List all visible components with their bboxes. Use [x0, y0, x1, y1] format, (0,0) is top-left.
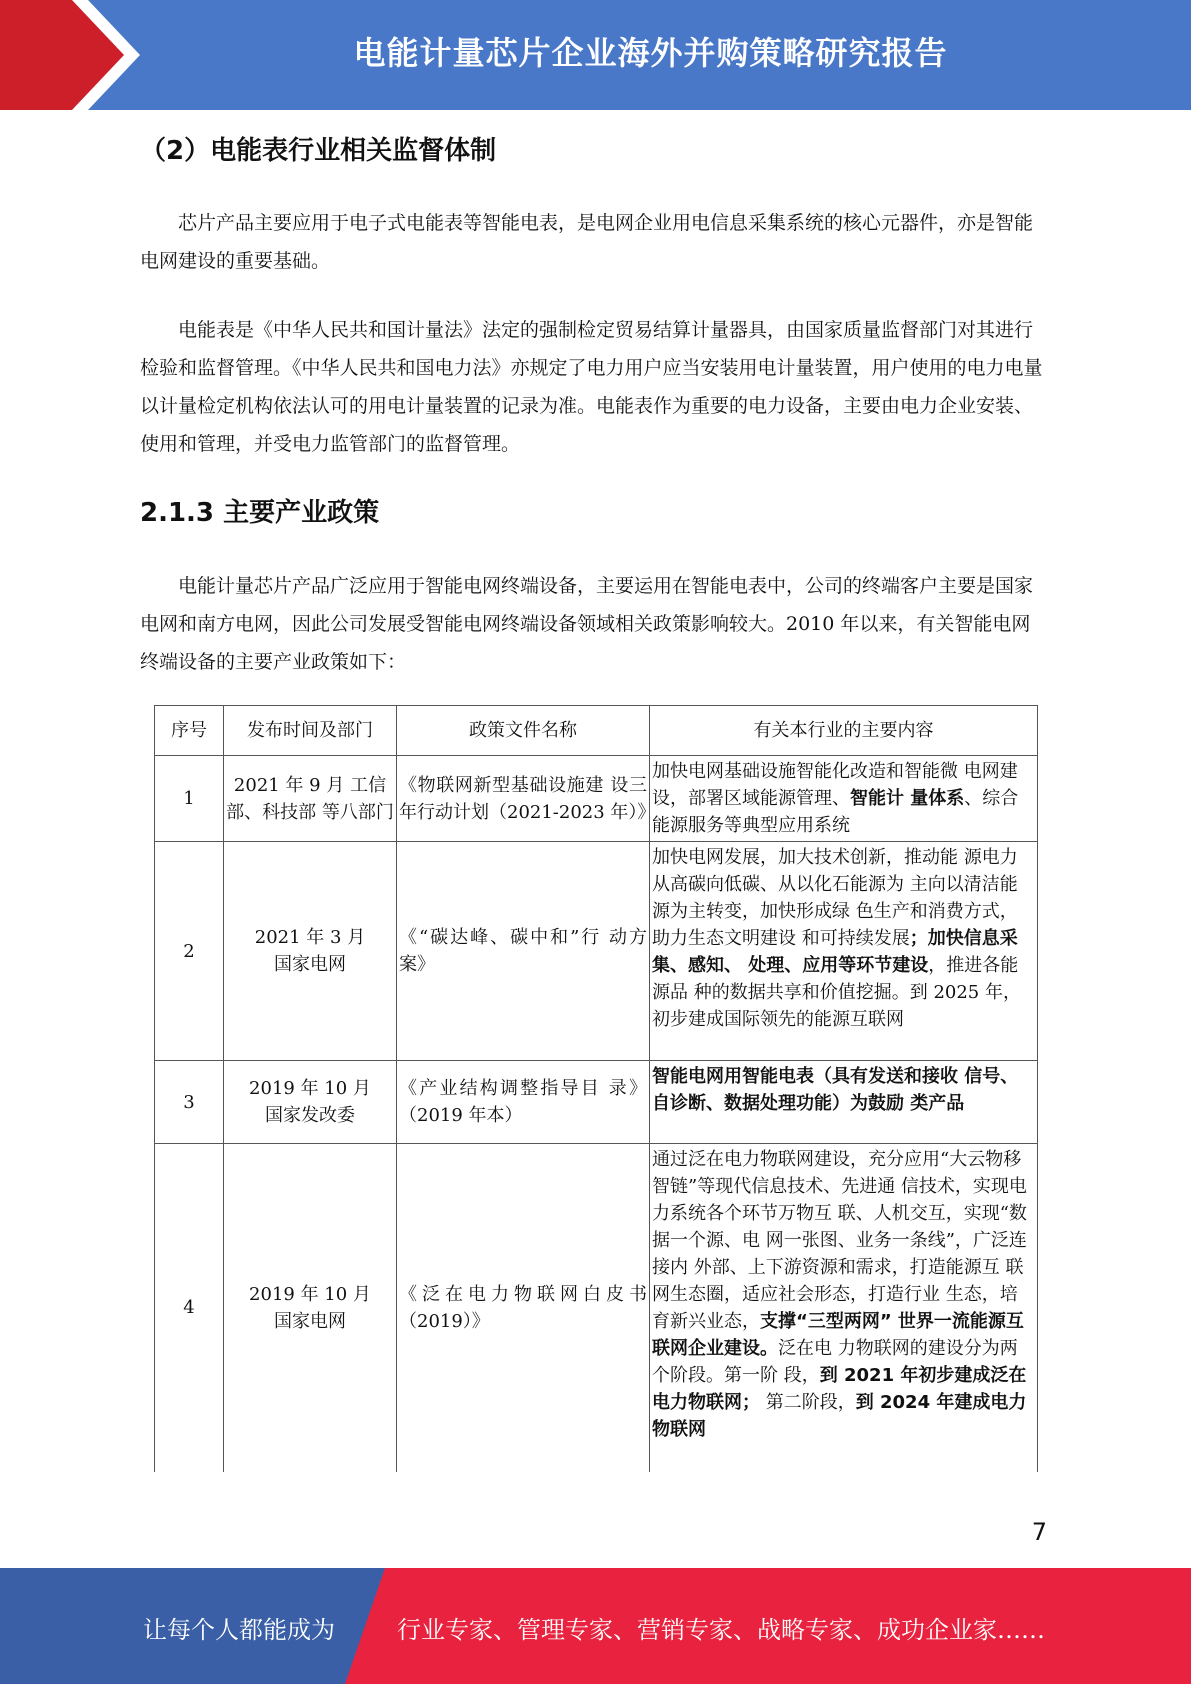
content-bold: 智能电网用智能电表（具有发送和接收 信号、自诊断、数据处理功能）为鼓励 类产品 [652, 1066, 1019, 1114]
row-date: 2019 年 10 月 [249, 1283, 371, 1305]
paragraph-3: 电能计量芯片产品广泛应用于智能电网终端设备，主要运用在智能电表中，公司的终端客户主要是国家电网和南方电网，因此公司发展受智能电网终端设备领域相关政策影响较大。2010 年以来，有关智能电网终端设备的主要产业政策如下： [140, 575, 1034, 673]
row-date-dept [224, 1144, 397, 1472]
row-dept: 国家发改委 [265, 1105, 355, 1126]
header-red-arrow-icon [0, 0, 140, 110]
row-date: 2019 年 10 月 [249, 1078, 371, 1099]
row-content [650, 1061, 1038, 1144]
content-text: 、综合能源服务等典型应用系统 [652, 788, 1019, 836]
content-bold: 智能计 量体系 [850, 788, 965, 809]
table-row [155, 1061, 1038, 1144]
row-doc-name: 《产业结构调整指导目 录》（2019 年本） [397, 1061, 650, 1144]
subsection-heading: （2）电能表行业相关监督体制 [140, 136, 497, 166]
table-header-row [155, 706, 1038, 756]
content-bold: 支撑“三型两网” 世界一流能源互联网企业建设。 [652, 1311, 1024, 1359]
table-row [155, 1144, 1038, 1472]
table-row [155, 756, 1038, 842]
report-title: 电能计量芯片企业海外并购策略研究报告 [353, 34, 948, 72]
header-index: 序号 [155, 706, 224, 756]
page-number: 7 [1031, 1518, 1047, 1546]
header-bar [0, 0, 1191, 110]
row-dept: 国家电网 [274, 954, 346, 975]
content-bold: ；加快信息采集、感知、 处理、应用等环节建设 [652, 928, 1018, 976]
paragraph-2: 电能表是《中华人民共和国计量法》法定的强制检定贸易结算计量器具，由国家质量监督部门对其进行检验和监督管理。《中华人民共和国电力法》亦规定了电力用户应当安装用电计量装置，用户使用的电力电量以计量检定机构依法认可的用电计量装置的记录为准。电能表作为重要的电力设备，主要由电力企业安装、使用和管理，并受电力监管部门的监督管理。 [140, 319, 1043, 455]
content-text: 泛在电 力物联网的建设分为两个阶段。第一阶 段， [652, 1338, 1018, 1386]
row-content [650, 1144, 1038, 1472]
header-content: 有关本行业的主要内容 [650, 706, 1038, 756]
content-bold: 到 2021 年初步建成泛在电力物联网； [652, 1365, 1027, 1413]
row-content [650, 842, 1038, 1061]
row-index: 3 [155, 1061, 224, 1144]
header-doc-name: 政策文件名称 [397, 706, 650, 756]
footer-bar [0, 1568, 1191, 1684]
content-text: ，推进各能源品 种的数据共享和价值挖掘。到 2025 年， 初步建成国际领先的能源互联网 [652, 955, 1021, 1030]
section-heading: 2.1.3 主要产业政策 [140, 498, 380, 528]
row-index: 2 [155, 842, 224, 1061]
row-doc-name: 《“碳达峰、碳中和”行 动方案》 [397, 842, 650, 1061]
row-date-dept: 2021 年 9 月 工信部、科技部 等八部门 [224, 756, 397, 842]
header-date-dept: 发布时间及部门 [224, 706, 397, 756]
row-doc-name: 《物联网新型基础设施建 设三年行动计划（2021-2023 年）》 [397, 756, 650, 842]
table-row [155, 842, 1038, 1061]
content-text: 第二阶段， [760, 1392, 856, 1413]
row-index: 1 [155, 756, 224, 842]
row-date: 2021 年 3 月 [254, 927, 366, 948]
row-content [650, 756, 1038, 842]
row-index: 4 [155, 1144, 224, 1472]
content-text: 通过泛在电力物联网建设，充分应用“大云物移智链”等现代信息技术、先进通 信技术，实现电力系统各个环节万物互 联、人机交互，实现“数据一个源、电 网一张图、业务一条线”，广泛连接内 外部、上下游资源和需求，打造能源互 联网生态圈，适应社会形态，打造行业 生态，培育新兴业态， [652, 1149, 1027, 1332]
row-dept: 国家电网 [274, 1310, 346, 1332]
row-doc-name: 《泛在电力物联网白皮书（2019）》 [397, 1144, 650, 1472]
content-bold: 到 2024 年建成电力物联网 [652, 1392, 1027, 1440]
footer-slogan-left: 让每个人都能成为 [143, 1616, 335, 1644]
content-text: 加快电网基础设施智能化改造和智能微 电网建设，部署区域能源管理、 [652, 761, 1018, 809]
content-text: 加快电网发展，加大技术创新，推动能 源电力从高碳向低碳、从以化石能源为 主向以清洁能源为主转变，加快形成绿 色生产和消费方式，助力生态文明建设 和可持续发展 [652, 847, 1018, 949]
paragraph-1: 芯片产品主要应用于电子式电能表等智能电表，是电网企业用电信息采集系统的核心元器件，亦是智能电网建设的重要基础。 [140, 212, 1034, 272]
row-date-dept [224, 842, 397, 1061]
policy-table [154, 705, 1038, 1472]
footer-slogan-right: 行业专家、管理专家、营销专家、战略专家、成功企业家…… [397, 1616, 1045, 1644]
row-date-dept [224, 1061, 397, 1144]
